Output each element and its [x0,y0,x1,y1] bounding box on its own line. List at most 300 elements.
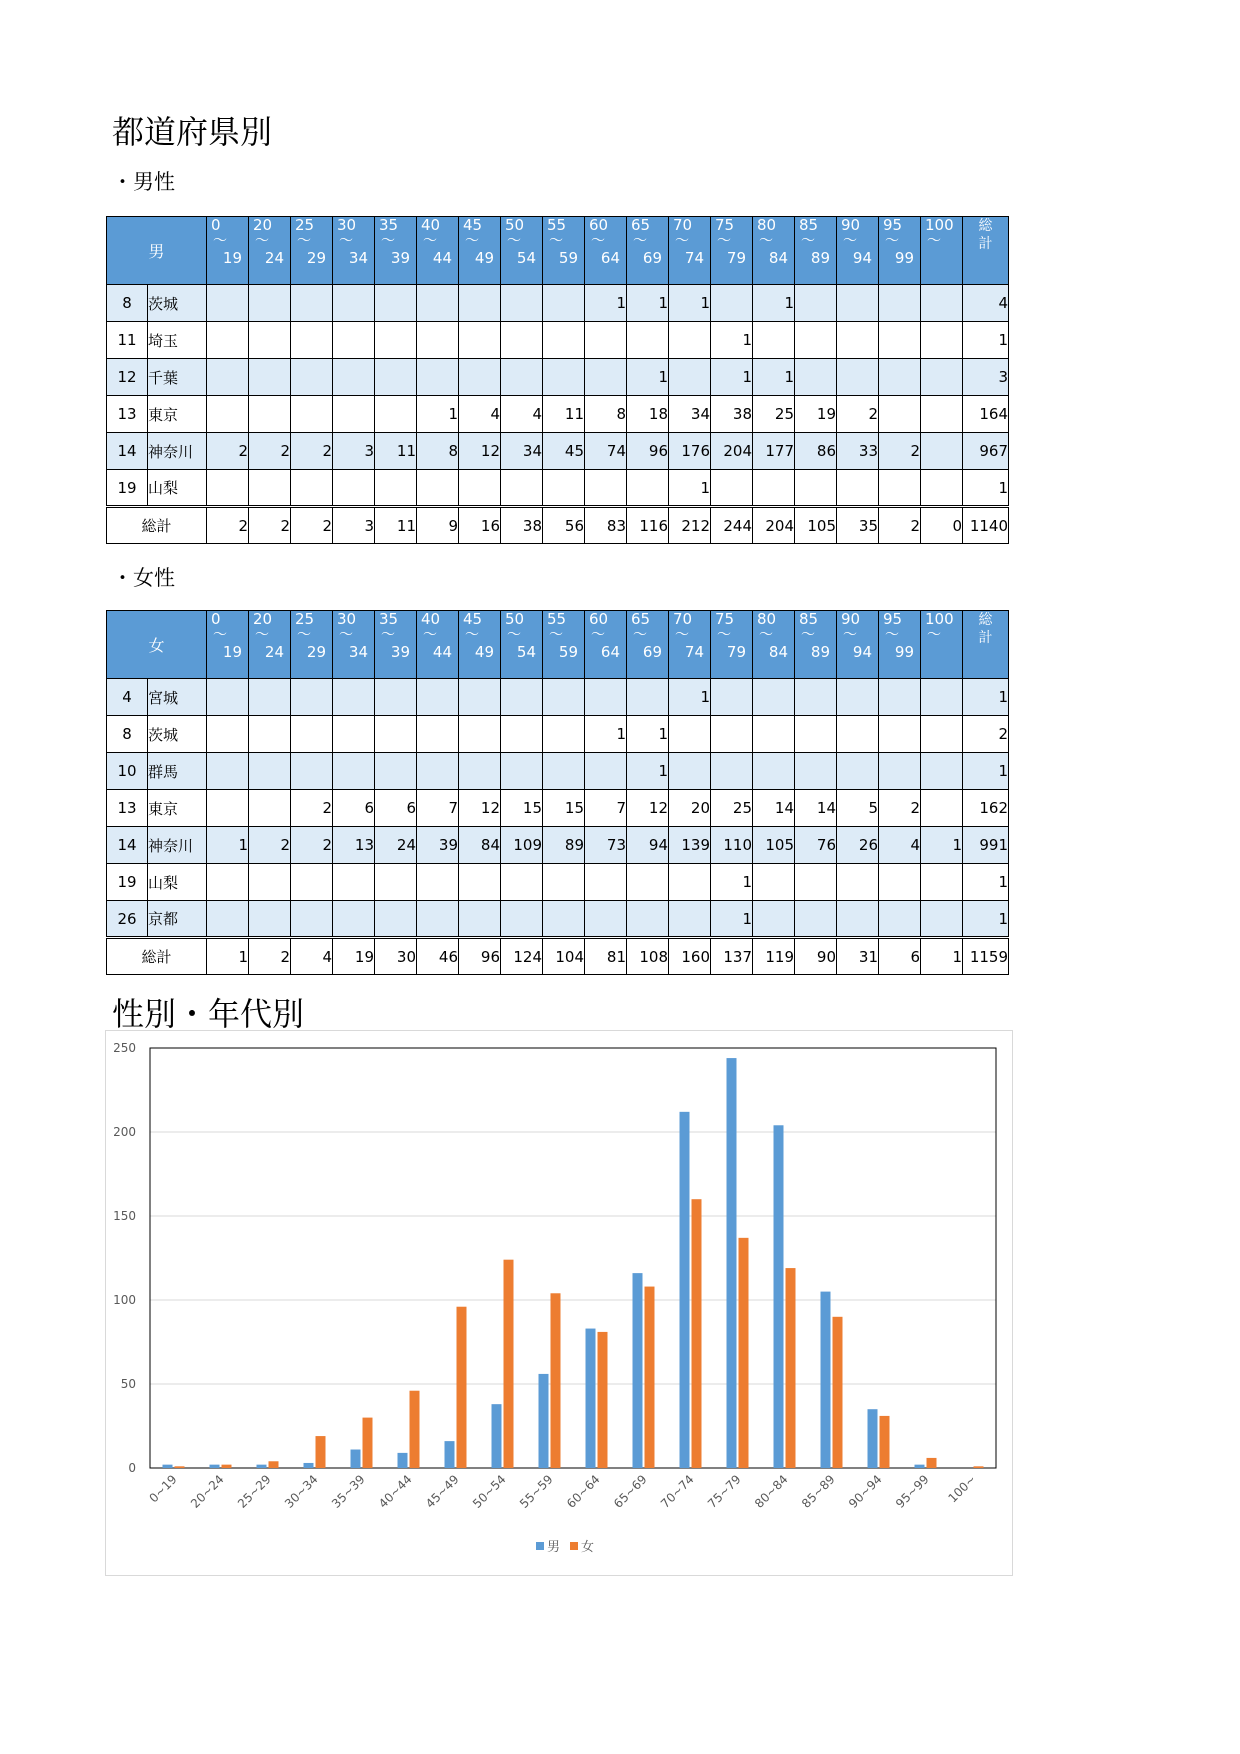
sum-cell: 2 [291,507,333,544]
count-cell [585,753,627,790]
page-title-prefecture: 都道府県別 [112,113,273,151]
count-cell [627,322,669,359]
x-tick-label: 55~59 [517,1472,556,1511]
count-cell [333,322,375,359]
count-cell: 19 [795,396,837,433]
prefecture-name: 東京 [148,396,207,433]
age-range-high: 89 [810,643,830,661]
count-cell [249,470,291,507]
count-cell: 12 [459,790,501,827]
sum-cell: 137 [711,938,753,975]
age-range-tilde: 〜 [675,627,689,643]
age-range-low: 45 [463,610,483,628]
row-total-cell: 1 [963,322,1009,359]
age-range-tilde: 〜 [297,627,311,643]
count-cell: 13 [333,827,375,864]
count-cell [753,679,795,716]
sum-cell: 38 [501,507,543,544]
prefecture-name: 千葉 [148,359,207,396]
count-cell: 8 [585,396,627,433]
count-cell: 177 [753,433,795,470]
female-prefecture-table [106,610,1009,975]
count-cell: 105 [753,827,795,864]
count-cell [795,864,837,901]
count-cell: 74 [585,433,627,470]
x-tick-label: 85~89 [799,1472,838,1511]
bar-female [222,1465,232,1468]
age-range-high: 99 [894,249,914,267]
count-cell [585,864,627,901]
count-cell [921,396,963,433]
count-cell [879,679,921,716]
table-header-row [107,217,1009,285]
count-cell [207,396,249,433]
y-tick-label: 150 [113,1209,136,1223]
age-range-low: 50 [505,610,525,628]
age-range-tilde: 〜 [633,627,647,643]
x-tick-label: 80~84 [752,1472,791,1511]
male-section-label: ・男性 [112,170,175,194]
table-sum-row [107,938,1009,975]
age-range-tilde: 〜 [759,233,773,249]
sum-cell: 0 [921,507,963,544]
age-range-header [753,611,795,679]
count-cell [543,470,585,507]
count-cell [375,470,417,507]
prefecture-name: 宮城 [148,679,207,716]
count-cell: 1 [753,359,795,396]
count-cell [753,716,795,753]
row-total-cell: 2 [963,716,1009,753]
gender-age-chart [105,1030,1013,1576]
row-total-cell: 3 [963,359,1009,396]
age-range-high: 99 [894,643,914,661]
bar-female [786,1268,796,1468]
count-cell [375,322,417,359]
x-tick-label: 50~54 [470,1472,509,1511]
x-tick-label: 65~69 [611,1472,650,1511]
age-range-tilde: 〜 [717,627,731,643]
age-range-low: 65 [631,216,651,234]
count-cell [669,359,711,396]
count-cell [249,864,291,901]
count-cell: 1 [627,716,669,753]
count-cell: 1 [669,679,711,716]
count-cell [291,716,333,753]
count-cell [753,901,795,938]
count-cell: 94 [627,827,669,864]
count-cell [711,679,753,716]
count-cell [375,864,417,901]
count-cell [375,359,417,396]
count-cell [795,322,837,359]
age-range-header [669,611,711,679]
age-range-header [585,611,627,679]
count-cell [501,679,543,716]
count-cell: 2 [879,433,921,470]
bar-male [351,1450,361,1468]
count-cell [543,753,585,790]
count-cell [879,753,921,790]
count-cell: 76 [795,827,837,864]
count-cell [249,396,291,433]
age-range-header [837,217,879,285]
count-cell: 5 [837,790,879,827]
total-header [963,611,1009,679]
bar-female [598,1332,608,1468]
age-range-high: 74 [684,643,704,661]
age-range-tilde: 〜 [549,233,563,249]
x-tick-label: 40~44 [376,1472,415,1511]
count-cell: 176 [669,433,711,470]
count-cell: 25 [753,396,795,433]
age-range-header [291,611,333,679]
x-tick-label: 95~99 [893,1472,932,1511]
bar-female [833,1317,843,1468]
count-cell [207,679,249,716]
bar-male [163,1465,173,1468]
count-cell [753,753,795,790]
age-range-header [795,611,837,679]
age-range-tilde: 〜 [255,233,269,249]
count-cell [795,285,837,322]
count-cell [543,679,585,716]
count-cell [501,322,543,359]
age-range-header [501,611,543,679]
prefecture-name: 茨城 [148,716,207,753]
sum-cell: 204 [753,507,795,544]
age-range-high: 49 [474,643,494,661]
count-cell [249,679,291,716]
bar-male [821,1292,831,1468]
bar-male [539,1374,549,1468]
count-cell [879,359,921,396]
age-range-low: 55 [547,610,567,628]
count-cell [417,322,459,359]
count-cell [879,716,921,753]
count-cell [543,285,585,322]
row-total-cell: 1 [963,470,1009,507]
age-range-high: 84 [768,643,788,661]
age-range-low: 100 [925,610,954,628]
age-range-low: 60 [589,216,609,234]
count-cell [249,790,291,827]
age-range-header [207,611,249,679]
age-range-header [501,217,543,285]
age-range-high: 69 [642,643,662,661]
age-range-high: 64 [600,249,620,267]
age-range-tilde: 〜 [843,627,857,643]
count-cell [795,470,837,507]
count-cell: 139 [669,827,711,864]
age-range-low: 85 [799,610,819,628]
sum-cell: 124 [501,938,543,975]
count-cell [333,359,375,396]
age-range-high: 44 [432,643,452,661]
count-cell [795,901,837,938]
prefecture-code: 13 [107,790,148,827]
bar-female [927,1458,937,1468]
table-row [107,470,1009,507]
y-tick-label: 100 [113,1293,136,1307]
row-total-cell: 1 [963,901,1009,938]
count-cell: 1 [585,716,627,753]
count-cell [417,901,459,938]
count-cell [249,322,291,359]
prefecture-code: 13 [107,396,148,433]
row-total-cell: 164 [963,396,1009,433]
count-cell [291,359,333,396]
bar-male [727,1058,737,1468]
age-range-tilde: 〜 [381,233,395,249]
count-cell [753,322,795,359]
count-cell [207,790,249,827]
count-cell [459,864,501,901]
age-range-tilde: 〜 [843,233,857,249]
count-cell [879,322,921,359]
bar-male [633,1273,643,1468]
count-cell [669,864,711,901]
age-range-header [543,611,585,679]
count-cell: 2 [249,433,291,470]
age-range-low: 40 [421,216,441,234]
count-cell: 6 [375,790,417,827]
y-tick-label: 250 [113,1041,136,1055]
age-range-high: 19 [222,643,242,661]
count-cell: 26 [837,827,879,864]
prefecture-code: 14 [107,827,148,864]
count-cell [459,322,501,359]
prefecture-code: 8 [107,716,148,753]
count-cell [585,901,627,938]
sum-cell: 35 [837,507,879,544]
count-cell [291,322,333,359]
age-range-tilde: 〜 [507,233,521,249]
sum-cell: 2 [207,507,249,544]
age-range-low: 0 [211,216,221,234]
count-cell [207,901,249,938]
count-cell [291,470,333,507]
age-range-high: 19 [222,249,242,267]
x-tick-label: 20~24 [188,1472,227,1511]
count-cell: 15 [501,790,543,827]
table-row [107,679,1009,716]
age-range-low: 25 [295,610,315,628]
age-range-header [375,611,417,679]
age-range-header [459,611,501,679]
count-cell [669,716,711,753]
age-range-high: 29 [306,249,326,267]
age-range-tilde: 〜 [591,233,605,249]
count-cell: 1 [627,285,669,322]
age-range-tilde: 〜 [423,233,437,249]
age-range-high: 34 [348,249,368,267]
age-range-low: 25 [295,216,315,234]
total-header [963,217,1009,285]
count-cell [249,716,291,753]
age-range-tilde: 〜 [381,627,395,643]
sum-cell: 19 [333,938,375,975]
bar-female [504,1260,514,1468]
sum-cell: 108 [627,938,669,975]
sum-cell: 30 [375,938,417,975]
age-range-header [669,217,711,285]
y-tick-label: 50 [120,1377,136,1391]
count-cell [837,322,879,359]
age-range-low: 45 [463,216,483,234]
count-cell [501,285,543,322]
age-range-high: 44 [432,249,452,267]
sum-cell: 56 [543,507,585,544]
sum-cell: 105 [795,507,837,544]
age-range-header [459,217,501,285]
prefecture-name: 埼玉 [148,322,207,359]
count-cell: 1 [921,827,963,864]
age-range-header [627,611,669,679]
prefecture-name: 神奈川 [148,827,207,864]
count-cell: 1 [711,359,753,396]
count-cell [585,679,627,716]
age-range-tilde: 〜 [717,233,731,249]
age-range-high: 54 [516,249,536,267]
sum-cell: 116 [627,507,669,544]
table-row [107,396,1009,433]
count-cell [753,864,795,901]
age-range-low: 35 [379,610,399,628]
table-corner-label: 女 [107,611,207,679]
age-range-high: 54 [516,643,536,661]
age-range-header [921,217,963,285]
sum-cell: 11 [375,507,417,544]
count-cell: 8 [417,433,459,470]
count-cell: 45 [543,433,585,470]
sum-cell: 90 [795,938,837,975]
count-cell: 7 [585,790,627,827]
count-cell: 4 [501,396,543,433]
count-cell [459,359,501,396]
count-cell [417,679,459,716]
count-cell [669,901,711,938]
total-header-char: 計 [978,236,993,252]
count-cell [795,716,837,753]
count-cell [291,901,333,938]
x-tick-label: 90~94 [846,1472,885,1511]
prefecture-code: 8 [107,285,148,322]
age-range-tilde: 〜 [801,233,815,249]
age-range-header [711,217,753,285]
sum-cell: 96 [459,938,501,975]
age-range-header [543,217,585,285]
table-corner-label: 男 [107,217,207,285]
count-cell: 15 [543,790,585,827]
count-cell [375,285,417,322]
table-row [107,322,1009,359]
bar-female [363,1418,373,1468]
count-cell [837,679,879,716]
count-cell: 18 [627,396,669,433]
total-header-char: 総 [978,218,993,234]
x-tick-label: 45~49 [423,1472,462,1511]
age-range-low: 60 [589,610,609,628]
age-range-header [249,217,291,285]
count-cell [711,716,753,753]
count-cell [795,753,837,790]
count-cell [921,285,963,322]
age-range-tilde: 〜 [759,627,773,643]
age-range-high: 84 [768,249,788,267]
male-prefecture-table [106,216,1009,544]
prefecture-name: 茨城 [148,285,207,322]
prefecture-code: 12 [107,359,148,396]
age-range-tilde: 〜 [885,233,899,249]
age-range-high: 59 [558,249,578,267]
x-tick-label: 35~39 [329,1472,368,1511]
count-cell [417,716,459,753]
count-cell [921,679,963,716]
count-cell [417,470,459,507]
count-cell: 1 [627,753,669,790]
age-range-high: 49 [474,249,494,267]
count-cell: 14 [753,790,795,827]
sum-cell: 104 [543,938,585,975]
count-cell [375,753,417,790]
table-row [107,827,1009,864]
count-cell [207,285,249,322]
count-cell: 2 [207,433,249,470]
y-tick-label: 200 [113,1125,136,1139]
sum-label: 総計 [107,507,207,544]
count-cell [207,864,249,901]
age-range-low: 65 [631,610,651,628]
age-range-high: 89 [810,249,830,267]
age-range-tilde: 〜 [423,627,437,643]
grand-total-cell: 1140 [963,507,1009,544]
count-cell [543,901,585,938]
bar-male [398,1453,408,1468]
count-cell [375,396,417,433]
table-row [107,790,1009,827]
age-range-tilde: 〜 [633,233,647,249]
count-cell: 1 [669,285,711,322]
age-range-header [627,217,669,285]
count-cell: 6 [333,790,375,827]
prefecture-code: 10 [107,753,148,790]
bar-male [915,1465,925,1468]
count-cell [585,470,627,507]
age-range-tilde: 〜 [213,627,227,643]
sum-cell: 46 [417,938,459,975]
count-cell [585,359,627,396]
count-cell [333,864,375,901]
count-cell [291,679,333,716]
age-range-low: 0 [211,610,221,628]
count-cell: 1 [711,901,753,938]
count-cell [921,716,963,753]
count-cell [921,359,963,396]
age-range-high: 39 [390,643,410,661]
age-range-high: 79 [726,249,746,267]
count-cell [711,285,753,322]
count-cell: 25 [711,790,753,827]
count-cell [207,322,249,359]
count-cell [501,901,543,938]
count-cell [291,753,333,790]
age-range-low: 70 [673,216,693,234]
prefecture-code: 19 [107,864,148,901]
prefecture-code: 14 [107,433,148,470]
bar-female [692,1199,702,1468]
age-range-header [711,611,753,679]
